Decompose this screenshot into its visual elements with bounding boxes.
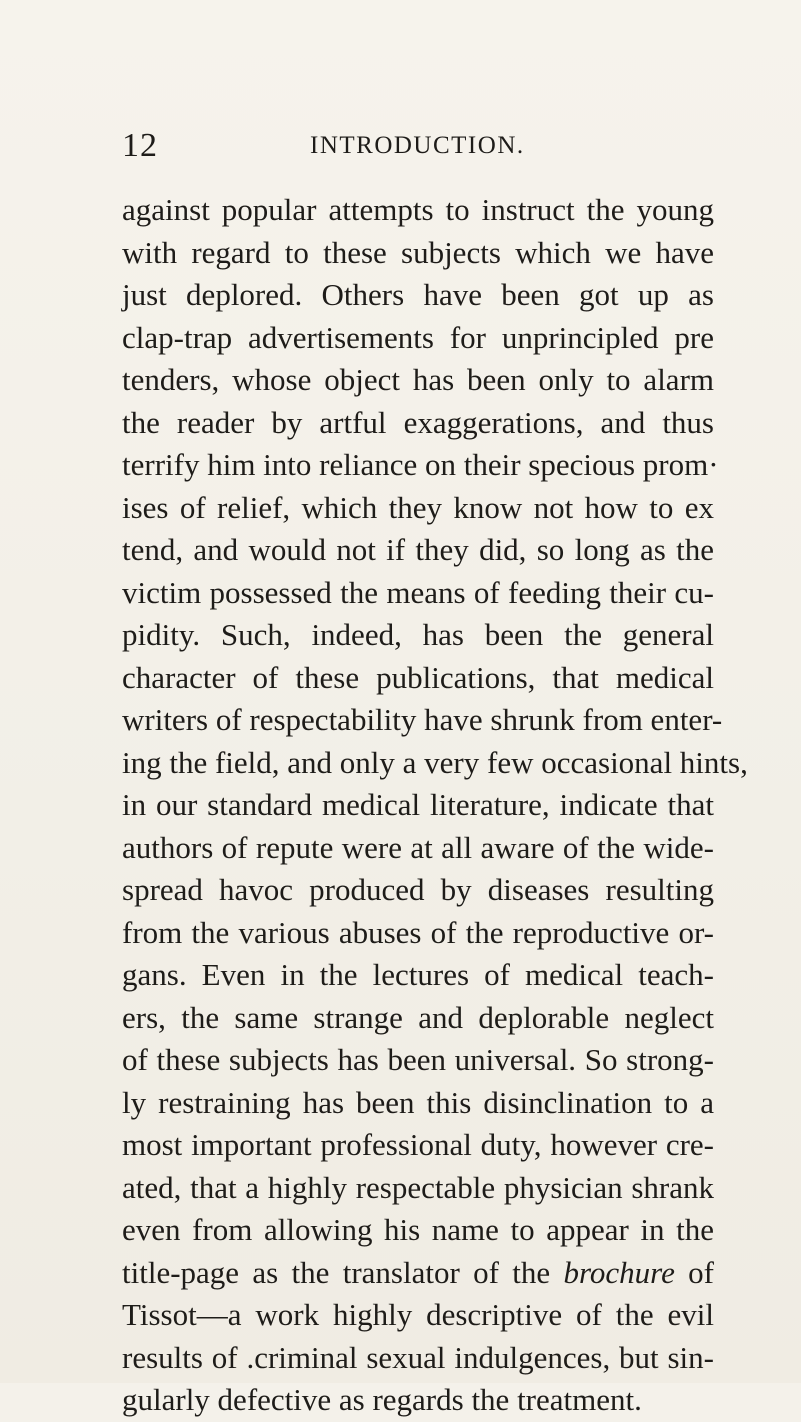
text-line: tenders, whose object has been only to alarm [122, 362, 714, 397]
text-line: authors of repute were at all aware of the wide- [122, 829, 714, 865]
text-line: ers, the same strange and deplorable neglect [122, 999, 714, 1035]
text-line: character of these publications, that medical [122, 659, 714, 695]
text-line: victim possessed the means of feeding their cu- [122, 574, 714, 610]
italic-word: brochure [563, 1254, 675, 1290]
body-paragraph [122, 189, 748, 1422]
text-line: even from allowing his name to appear in the [122, 1212, 714, 1247]
text-run: title-page as the translator of the [122, 1254, 564, 1290]
text-line: pidity. Such, indeed, has been the general [122, 617, 714, 652]
text-line-with-italic [122, 1252, 714, 1295]
text-line: Tissot—a work highly descriptive of the evil [122, 1297, 714, 1332]
text-line: just deplored. Others have been got up as [122, 277, 714, 312]
text-run: of [674, 1254, 714, 1290]
text-line: ises of relief, which they know not how to ex [122, 489, 714, 525]
text-line: spread havoc produced by diseases resulting [122, 872, 714, 907]
page-number: 12 [122, 127, 158, 164]
text-line-final: gularly defective as regards the treatment. [122, 1382, 642, 1417]
text-line: against popular attempts to instruct the young [122, 192, 714, 227]
text-line: results of .criminal sexual indulgences, but sin- [122, 1339, 714, 1375]
running-head: INTRODUCTION. [310, 132, 525, 159]
text-line: tend, and would not if they did, so long as the [122, 532, 714, 567]
text-line: clap-trap advertisements for unprincipled pre [122, 319, 714, 355]
text-line: ing the field, and only a very few occasional hints, [122, 744, 748, 780]
text-line: gans. Even in the lectures of medical teach- [122, 957, 714, 992]
text-line: with regard to these subjects which we have [122, 234, 714, 270]
text-line: the reader by artful exaggerations, and thus [122, 404, 714, 440]
text-line: from the various abuses of the reproductive or- [122, 914, 714, 950]
text-line: of these subjects has been universal. So strong- [122, 1042, 714, 1077]
page-header [0, 126, 801, 166]
text-line: ated, that a highly respectable physician shrank [122, 1169, 714, 1205]
text-line: most important professional duty, however cre- [122, 1127, 714, 1162]
text-line: ly restraining has been this disinclination to a [122, 1084, 714, 1120]
text-line: terrify him into reliance on their specious prom· [122, 447, 719, 482]
text-line: writers of respectability have shrunk from enter- [122, 702, 723, 737]
text-line: in our standard medical literature, indicate that [122, 787, 714, 822]
